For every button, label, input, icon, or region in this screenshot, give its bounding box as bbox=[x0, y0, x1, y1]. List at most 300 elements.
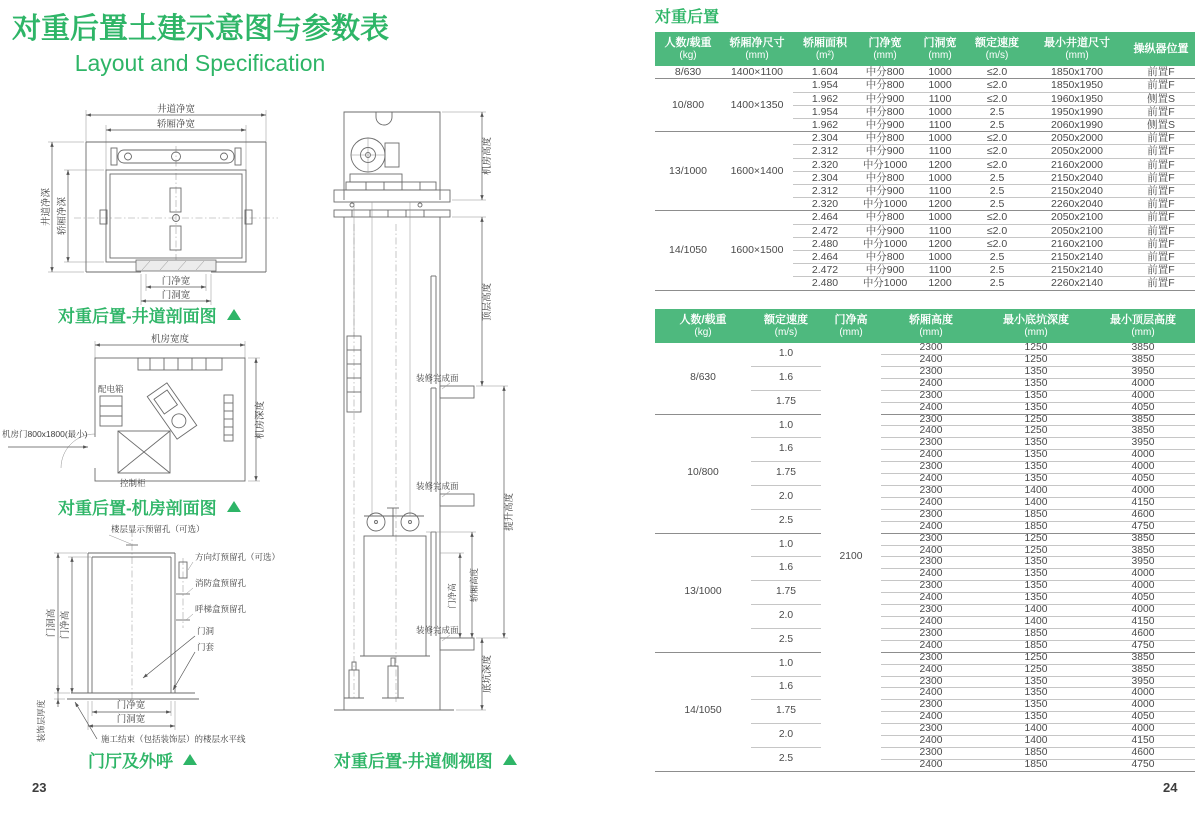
data-cell: 1100 bbox=[913, 92, 967, 105]
data-cell: 2.5 bbox=[967, 264, 1027, 277]
data-cell: 2150x2140 bbox=[1027, 250, 1127, 263]
table-row bbox=[655, 533, 1195, 545]
table-row bbox=[655, 79, 1195, 92]
data-cell: 1400 bbox=[981, 724, 1091, 736]
data-cell: 2300 bbox=[881, 533, 981, 545]
data-cell: ≤2.0 bbox=[967, 92, 1027, 105]
speed-cell: 2.0 bbox=[751, 724, 821, 748]
caption-hall-door: 门厅及外呼 bbox=[88, 747, 197, 772]
power-box bbox=[100, 396, 122, 426]
data-cell: 4000 bbox=[1091, 688, 1195, 700]
car-size-cell: 1600×1500 bbox=[721, 211, 793, 290]
data-cell: 1350 bbox=[981, 462, 1091, 474]
caption-shaft-side: 对重后置-井道侧视图 bbox=[334, 747, 517, 772]
up-triangle-icon bbox=[227, 501, 241, 512]
hall-door-diagram bbox=[25, 518, 320, 755]
caption-machine-room: 对重后置-机房剖面图 bbox=[58, 494, 241, 519]
data-cell: 1200 bbox=[913, 277, 967, 290]
door-sill bbox=[136, 260, 216, 271]
data-cell: 1250 bbox=[981, 343, 1091, 354]
column-header: 额定速度 (m/s) bbox=[967, 32, 1027, 66]
data-cell: 2300 bbox=[881, 652, 981, 664]
data-cell: 1.962 bbox=[793, 92, 857, 105]
data-cell: 1000 bbox=[913, 250, 967, 263]
data-cell: 4000 bbox=[1091, 390, 1195, 402]
data-cell: 2.320 bbox=[793, 158, 857, 171]
data-cell: 1250 bbox=[981, 652, 1091, 664]
column-header: 门洞宽 (mm) bbox=[913, 32, 967, 66]
data-cell: 2.464 bbox=[793, 250, 857, 263]
section-title: 对重后置 bbox=[655, 9, 720, 26]
data-cell: 2.312 bbox=[793, 184, 857, 197]
data-cell: 2050x2100 bbox=[1027, 224, 1127, 237]
data-cell: 1850 bbox=[981, 628, 1091, 640]
column-header: 操纵器位置 bbox=[1127, 32, 1195, 66]
data-cell: 2400 bbox=[881, 712, 981, 724]
data-cell: 4000 bbox=[1091, 378, 1195, 390]
data-cell: ≤2.0 bbox=[967, 145, 1027, 158]
car-size-cell: 1600×1400 bbox=[721, 132, 793, 211]
data-cell: 中分1000 bbox=[857, 158, 913, 171]
data-cell: 2400 bbox=[881, 640, 981, 652]
dim-label: 井道净深 bbox=[41, 187, 52, 227]
data-cell: 2.472 bbox=[793, 224, 857, 237]
data-cell: 2260x2140 bbox=[1027, 277, 1127, 290]
speed-cell: 1.0 bbox=[751, 343, 821, 366]
capacity-cell: 14/1050 bbox=[655, 652, 751, 771]
data-cell: 2400 bbox=[881, 355, 981, 367]
data-cell: 3850 bbox=[1091, 664, 1195, 676]
speed-cell: 1.0 bbox=[751, 414, 821, 438]
table-row bbox=[655, 66, 1195, 79]
table-row bbox=[655, 652, 1195, 664]
data-cell: 4000 bbox=[1091, 450, 1195, 462]
dim-label: 提升高度 bbox=[504, 492, 515, 532]
data-cell: 1850 bbox=[981, 521, 1091, 533]
label-floor-display: 楼层显示预留孔（可选） bbox=[111, 524, 205, 534]
data-cell: 1850 bbox=[981, 759, 1091, 771]
data-cell: 1350 bbox=[981, 390, 1091, 402]
data-cell: 1200 bbox=[913, 237, 967, 250]
dim-label: 门洞高 bbox=[46, 608, 57, 638]
data-cell: 2300 bbox=[881, 628, 981, 640]
data-cell: 4150 bbox=[1091, 736, 1195, 748]
page-number-left: 23 bbox=[32, 780, 47, 795]
up-triangle-icon bbox=[183, 754, 197, 765]
machine-room-slab bbox=[334, 190, 450, 217]
data-cell: 2050x2100 bbox=[1027, 211, 1127, 224]
dim-label: 门洞宽 bbox=[116, 714, 146, 725]
extension-lines bbox=[48, 110, 266, 305]
data-cell: 3850 bbox=[1091, 533, 1195, 545]
data-cell: 2260x2040 bbox=[1027, 198, 1127, 211]
shaft-side-diagram bbox=[322, 98, 557, 748]
label-power-box: 配电箱 bbox=[98, 384, 124, 394]
dim-label: 顶层高度 bbox=[482, 282, 493, 322]
data-cell: 3950 bbox=[1091, 366, 1195, 378]
page-number-right: 24 bbox=[1163, 780, 1178, 795]
table-header bbox=[655, 309, 1195, 343]
data-cell: 1250 bbox=[981, 355, 1091, 367]
data-cell: 前置F bbox=[1127, 171, 1195, 184]
data-cell: 2.5 bbox=[967, 171, 1027, 184]
data-cell: 2400 bbox=[881, 759, 981, 771]
data-cell: 1.604 bbox=[793, 66, 857, 79]
data-cell: 4150 bbox=[1091, 497, 1195, 509]
column-header: 轿厢面积 (m²) bbox=[793, 32, 857, 66]
speed-cell: 1.0 bbox=[751, 652, 821, 676]
data-cell: 4000 bbox=[1091, 486, 1195, 498]
data-cell: 2.480 bbox=[793, 237, 857, 250]
dim-label: 机房深度 bbox=[255, 400, 266, 440]
data-cell: 中分900 bbox=[857, 118, 913, 131]
data-cell: 中分900 bbox=[857, 145, 913, 158]
data-cell: 3850 bbox=[1091, 652, 1195, 664]
data-cell: 1200 bbox=[913, 198, 967, 211]
data-cell: 前置F bbox=[1127, 237, 1195, 250]
data-cell: ≤2.0 bbox=[967, 237, 1027, 250]
table-body bbox=[655, 343, 1195, 771]
data-cell: 侧置S bbox=[1127, 92, 1195, 105]
data-cell: 2300 bbox=[881, 414, 981, 426]
data-cell: 1250 bbox=[981, 426, 1091, 438]
table-row bbox=[655, 211, 1195, 224]
speed-cell: 1.75 bbox=[751, 462, 821, 486]
data-cell: 4000 bbox=[1091, 724, 1195, 736]
data-cell: 前置F bbox=[1127, 211, 1195, 224]
data-cell: 1400 bbox=[981, 736, 1091, 748]
data-cell: 前置F bbox=[1127, 66, 1195, 79]
data-cell: 4600 bbox=[1091, 509, 1195, 521]
door-frame bbox=[88, 553, 175, 693]
data-cell: 2300 bbox=[881, 724, 981, 736]
data-cell: 2150x2040 bbox=[1027, 184, 1127, 197]
data-cell: 2400 bbox=[881, 497, 981, 509]
buffers bbox=[344, 658, 404, 698]
column-header: 人数/载重 (kg) bbox=[655, 309, 751, 343]
data-cell: 4600 bbox=[1091, 628, 1195, 640]
data-cell: 1.962 bbox=[793, 118, 857, 131]
data-cell: 1350 bbox=[981, 450, 1091, 462]
dim-label: 机房高度 bbox=[482, 136, 493, 176]
dimension-lines bbox=[52, 115, 266, 301]
column-header: 轿厢净尺寸 (mm) bbox=[721, 32, 793, 66]
ropes bbox=[354, 202, 410, 516]
data-cell: 3850 bbox=[1091, 545, 1195, 557]
column-header: 门净高 (mm) bbox=[821, 309, 881, 343]
data-cell: 前置F bbox=[1127, 145, 1195, 158]
data-cell: 中分900 bbox=[857, 184, 913, 197]
data-cell: 前置F bbox=[1127, 277, 1195, 290]
data-cell: 中分800 bbox=[857, 79, 913, 92]
data-cell: 前置F bbox=[1127, 158, 1195, 171]
data-cell: 2050x2000 bbox=[1027, 145, 1127, 158]
data-cell: 4000 bbox=[1091, 462, 1195, 474]
speed-cell: 1.6 bbox=[751, 366, 821, 390]
data-cell: 1200 bbox=[913, 158, 967, 171]
data-cell: 1.954 bbox=[793, 79, 857, 92]
column-header: 门净宽 (mm) bbox=[857, 32, 913, 66]
data-cell: 2.304 bbox=[793, 171, 857, 184]
dimension-lines bbox=[460, 112, 504, 710]
page-title: 对重后置土建示意图与参数表 bbox=[12, 13, 390, 45]
data-cell: 3950 bbox=[1091, 557, 1195, 569]
data-cell: 2150x2040 bbox=[1027, 171, 1127, 184]
data-cell: ≤2.0 bbox=[967, 224, 1027, 237]
data-cell: 中分800 bbox=[857, 250, 913, 263]
data-cell: 1100 bbox=[913, 145, 967, 158]
data-cell: 1.954 bbox=[793, 105, 857, 118]
data-cell: 2300 bbox=[881, 438, 981, 450]
data-cell: 中分800 bbox=[857, 66, 913, 79]
data-cell: 1400 bbox=[981, 605, 1091, 617]
table-row bbox=[655, 132, 1195, 145]
data-cell: 1400 bbox=[981, 497, 1091, 509]
data-cell: 2400 bbox=[881, 426, 981, 438]
dim-label: 轿厢净宽 bbox=[156, 119, 196, 130]
capacity-cell: 8/630 bbox=[655, 66, 721, 79]
column-header: 轿厢高度 (mm) bbox=[881, 309, 981, 343]
data-cell: 2.472 bbox=[793, 264, 857, 277]
data-cell: 4750 bbox=[1091, 640, 1195, 652]
data-cell: 1960x1950 bbox=[1027, 92, 1127, 105]
dim-label: 轿厢高度 bbox=[469, 567, 479, 603]
data-cell: 前置F bbox=[1127, 250, 1195, 263]
data-cell: 3850 bbox=[1091, 414, 1195, 426]
shaft-plan-diagram bbox=[38, 100, 308, 305]
data-cell: 2.304 bbox=[793, 132, 857, 145]
up-triangle-icon bbox=[227, 309, 241, 320]
page-subtitle: Layout and Specification bbox=[74, 50, 326, 76]
label-control-cabinet: 控制柜 bbox=[120, 478, 146, 488]
label-fire-box: 消防盒预留孔 bbox=[195, 578, 247, 588]
data-cell: 1100 bbox=[913, 118, 967, 131]
traction-machine bbox=[346, 138, 436, 190]
data-cell: 2.312 bbox=[793, 145, 857, 158]
data-cell: 2160x2000 bbox=[1027, 158, 1127, 171]
room-door bbox=[8, 434, 97, 468]
data-cell: 2.5 bbox=[967, 250, 1027, 263]
data-cell: 中分900 bbox=[857, 92, 913, 105]
capacity-cell: 14/1050 bbox=[655, 211, 721, 290]
data-cell: 2400 bbox=[881, 402, 981, 414]
data-cell: 前置F bbox=[1127, 132, 1195, 145]
data-cell: 2300 bbox=[881, 557, 981, 569]
data-cell: 1250 bbox=[981, 414, 1091, 426]
data-cell: 1850 bbox=[981, 509, 1091, 521]
data-cell: 2400 bbox=[881, 474, 981, 486]
data-cell: 2400 bbox=[881, 688, 981, 700]
data-cell: 2400 bbox=[881, 569, 981, 581]
data-cell: 3850 bbox=[1091, 426, 1195, 438]
dim-label: 门净宽 bbox=[116, 700, 146, 711]
capacity-cell: 13/1000 bbox=[655, 132, 721, 211]
data-cell: 1350 bbox=[981, 557, 1091, 569]
data-cell: 2.320 bbox=[793, 198, 857, 211]
label-direction-lamp: 方向灯预留孔（可选） bbox=[195, 552, 281, 562]
data-cell: 1850x1950 bbox=[1027, 79, 1127, 92]
speed-cell: 1.75 bbox=[751, 390, 821, 414]
data-cell: 2.480 bbox=[793, 277, 857, 290]
center-lines bbox=[354, 224, 396, 702]
speed-cell: 1.75 bbox=[751, 581, 821, 605]
data-cell: 中分900 bbox=[857, 224, 913, 237]
speed-cell: 2.0 bbox=[751, 605, 821, 629]
data-cell: 2300 bbox=[881, 605, 981, 617]
data-cell: 1350 bbox=[981, 593, 1091, 605]
label-finish-surface: 装修完成面 bbox=[416, 373, 459, 383]
label-room-door: 机房门800x1800(最小) bbox=[2, 429, 88, 439]
dim-label: 门净高 bbox=[447, 583, 457, 609]
data-cell: 2300 bbox=[881, 700, 981, 712]
data-cell: 中分900 bbox=[857, 264, 913, 277]
dimension-lines bbox=[95, 345, 256, 481]
data-cell: 4150 bbox=[1091, 616, 1195, 628]
data-cell: 中分800 bbox=[857, 105, 913, 118]
data-cell: 中分800 bbox=[857, 171, 913, 184]
data-cell: 4750 bbox=[1091, 521, 1195, 533]
data-cell: 2400 bbox=[881, 616, 981, 628]
data-cell: ≤2.0 bbox=[967, 132, 1027, 145]
data-cell: 1350 bbox=[981, 712, 1091, 724]
label-door-jamb: 门套 bbox=[197, 642, 215, 652]
speed-cell: 2.0 bbox=[751, 486, 821, 510]
data-cell: ≤2.0 bbox=[967, 211, 1027, 224]
ladder bbox=[224, 395, 233, 441]
data-cell: 2150x2140 bbox=[1027, 264, 1127, 277]
data-cell: 前置F bbox=[1127, 264, 1195, 277]
data-cell: 中分1000 bbox=[857, 277, 913, 290]
data-cell: 1350 bbox=[981, 569, 1091, 581]
data-cell: 1950x1990 bbox=[1027, 105, 1127, 118]
label-finish-surface: 装修完成面 bbox=[416, 481, 459, 491]
data-cell: 2060x1990 bbox=[1027, 118, 1127, 131]
data-cell: 4050 bbox=[1091, 712, 1195, 724]
data-cell: 4000 bbox=[1091, 605, 1195, 617]
car-size-cell: 1400×1100 bbox=[721, 66, 793, 79]
data-cell: 2300 bbox=[881, 509, 981, 521]
capacity-cell: 10/800 bbox=[655, 79, 721, 132]
table-header bbox=[655, 32, 1195, 66]
data-cell: 3950 bbox=[1091, 438, 1195, 450]
table-body bbox=[655, 66, 1195, 290]
dim-label: 底坑深度 bbox=[482, 654, 493, 694]
dim-label: 门洞宽 bbox=[161, 290, 191, 301]
data-cell: 4000 bbox=[1091, 700, 1195, 712]
data-cell: 4000 bbox=[1091, 569, 1195, 581]
data-cell: 1250 bbox=[981, 533, 1091, 545]
data-cell: 2050x2000 bbox=[1027, 132, 1127, 145]
data-cell: 2300 bbox=[881, 486, 981, 498]
data-cell: 1350 bbox=[981, 378, 1091, 390]
speed-cell: 1.0 bbox=[751, 533, 821, 557]
column-header: 最小井道尺寸 (mm) bbox=[1027, 32, 1127, 66]
column-header: 最小底坑深度 (mm) bbox=[981, 309, 1091, 343]
data-cell: 2300 bbox=[881, 366, 981, 378]
data-cell: 4750 bbox=[1091, 759, 1195, 771]
data-cell: 1350 bbox=[981, 438, 1091, 450]
speed-cell: 1.6 bbox=[751, 676, 821, 700]
speed-cell: 1.6 bbox=[751, 438, 821, 462]
control-cabinet bbox=[118, 431, 170, 473]
data-cell: 1000 bbox=[913, 105, 967, 118]
data-cell: 4050 bbox=[1091, 402, 1195, 414]
column-header: 最小顶层高度 (mm) bbox=[1091, 309, 1195, 343]
data-cell: 1100 bbox=[913, 264, 967, 277]
dim-label: 门净高 bbox=[60, 610, 71, 640]
data-cell: 2.5 bbox=[967, 277, 1027, 290]
label-door-opening: 门洞 bbox=[197, 626, 215, 636]
dim-label: 井道净宽 bbox=[156, 104, 196, 115]
data-cell: 2400 bbox=[881, 378, 981, 390]
data-cell: 2400 bbox=[881, 664, 981, 676]
column-header: 额定速度 (m/s) bbox=[751, 309, 821, 343]
data-cell: 中分1000 bbox=[857, 198, 913, 211]
label-finish-surface: 装修完成面 bbox=[416, 625, 459, 635]
data-cell: 1350 bbox=[981, 402, 1091, 414]
capacity-cell: 10/800 bbox=[655, 414, 751, 533]
dim-label: 装饰层厚度 bbox=[36, 699, 46, 743]
table-row bbox=[655, 414, 1195, 426]
data-cell: 3850 bbox=[1091, 343, 1195, 354]
data-cell: 1350 bbox=[981, 676, 1091, 688]
height-spec-table bbox=[655, 309, 1195, 772]
data-cell: 2.5 bbox=[967, 118, 1027, 131]
data-cell: 1000 bbox=[913, 66, 967, 79]
data-cell: 2400 bbox=[881, 450, 981, 462]
speed-cell: 1.6 bbox=[751, 557, 821, 581]
label-call-box: 呼梯盒预留孔 bbox=[195, 604, 247, 614]
dim-label: 机房宽度 bbox=[150, 334, 190, 345]
dim-label: 门净宽 bbox=[161, 276, 191, 287]
data-cell: 4050 bbox=[1091, 593, 1195, 605]
data-cell: 1350 bbox=[981, 581, 1091, 593]
data-cell: 1250 bbox=[981, 664, 1091, 676]
capacity-cell: 8/630 bbox=[655, 343, 751, 414]
data-cell: 中分800 bbox=[857, 132, 913, 145]
data-cell: 1350 bbox=[981, 366, 1091, 378]
data-cell: 2160x2100 bbox=[1027, 237, 1127, 250]
shaft-size-table bbox=[655, 32, 1195, 291]
data-cell: 前置F bbox=[1127, 198, 1195, 211]
data-cell: 中分1000 bbox=[857, 237, 913, 250]
data-cell: 2300 bbox=[881, 462, 981, 474]
speed-cell: 2.5 bbox=[751, 628, 821, 652]
data-cell: 2400 bbox=[881, 593, 981, 605]
data-cell: 2400 bbox=[881, 736, 981, 748]
data-cell: 3950 bbox=[1091, 676, 1195, 688]
data-cell: 4050 bbox=[1091, 474, 1195, 486]
speed-cell: 2.5 bbox=[751, 747, 821, 771]
table-row bbox=[655, 343, 1195, 354]
data-cell: 1850x1700 bbox=[1027, 66, 1127, 79]
data-cell: 1000 bbox=[913, 211, 967, 224]
data-cell: 2300 bbox=[881, 747, 981, 759]
data-cell: 4600 bbox=[1091, 747, 1195, 759]
data-cell: 前置F bbox=[1127, 79, 1195, 92]
data-cell: 2300 bbox=[881, 676, 981, 688]
data-cell: ≤2.0 bbox=[967, 79, 1027, 92]
data-cell: 前置F bbox=[1127, 224, 1195, 237]
data-cell: 2300 bbox=[881, 343, 981, 354]
data-cell: 2300 bbox=[881, 581, 981, 593]
data-cell: 2.5 bbox=[967, 105, 1027, 118]
data-cell: 1850 bbox=[981, 747, 1091, 759]
data-cell: 1850 bbox=[981, 640, 1091, 652]
speed-cell: 1.75 bbox=[751, 700, 821, 724]
label-floor-line: 施工结束（包括装饰层）的楼层水平线 bbox=[101, 734, 246, 744]
data-cell: 1350 bbox=[981, 474, 1091, 486]
